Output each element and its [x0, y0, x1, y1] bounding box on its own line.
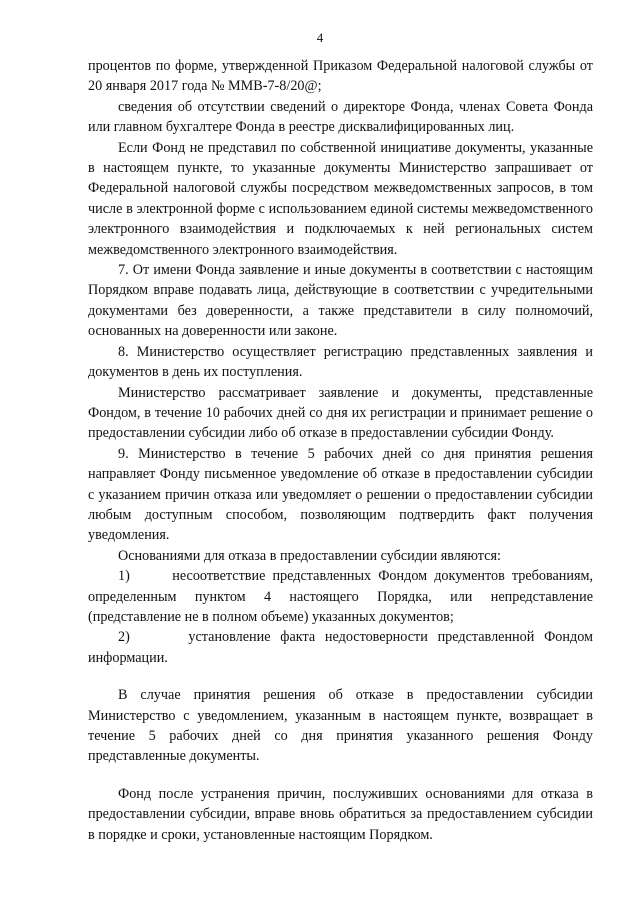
paragraph: Если Фонд не представил по собственной инициативе документы, указанные в настоящем пункте, то указанные документы Министерство запрашивает от Федеральной налоговой службы посредством межведомственных запросов, в том числе в электронной форме с использованием единой системы межведомственного электронного взаимодействия и подключаемых к ней региональных систем межведомственного электронного взаимодействия.: [88, 139, 593, 258]
list-item: 1) несоответствие представленных Фондом документов требованиям, определенным пунктом 4 настоящего Порядка, или непредставление (представление не в полном объеме) указанных документов;: [88, 568, 593, 625]
paragraph: Основаниями для отказа в предоставлении субсидии являются:: [118, 547, 501, 564]
paragraph: процентов по форме, утвержденной Приказом Федеральной налоговой службы от 20 января 2017 года № ММВ-7-8/20@;: [88, 58, 593, 95]
paragraph: 9. Министерство в течение 5 рабочих дней со дня принятия решения направляет Фонду письменное уведомление об отказе в предоставлении субсидии с указанием причин отказа или уведомляет о решении о предоставлении субсидии любым доступным способом, позволяющим подтвердить факт получения уведомления.: [88, 445, 593, 544]
paragraph: сведения об отсутствии сведений о директоре Фонда, членах Совета Фонда или главном бухгалтере Фонда в реестре дисквалифицированных лиц.: [88, 98, 593, 136]
paragraph: 7. От имени Фонда заявление и иные документы в соответствии с настоящим Порядком вправе подавать лица, действующие в соответствии с учредительными документами без доверенности, а также представители в силу полномочий, основанных на доверенности или законе.: [88, 262, 593, 340]
paragraph: 8. Министерство осуществляет регистрацию представленных заявления и документов в день их поступления.: [88, 343, 593, 381]
document-body: [88, 56, 593, 845]
paragraph: Министерство рассматривает заявление и документы, представленные Фондом, в течение 10 рабочих дней со дня их регистрации и принимает решение о предоставлении субсидии либо об отказе в предоставлении субсидии Фонду.: [88, 384, 593, 442]
page-number: 4: [316, 30, 324, 45]
paragraph: В случае принятия решения об отказе в предоставлении субсидии Министерство с уведомлением, указанным в настоящем пункте, возвращает в течение 5 рабочих дней со дня принятия указанного решения Фонду представленные документы.: [88, 687, 593, 765]
paragraph: Фонд после устранения причин, послуживших основаниями для отказа в предоставлении субсидии, вправе вновь обратиться за предоставлением субсидии в порядке и сроки, установленные настоящим Порядком.: [88, 785, 593, 843]
list-item: 2) установление факта недостоверности представленной Фондом информации.: [88, 629, 593, 666]
